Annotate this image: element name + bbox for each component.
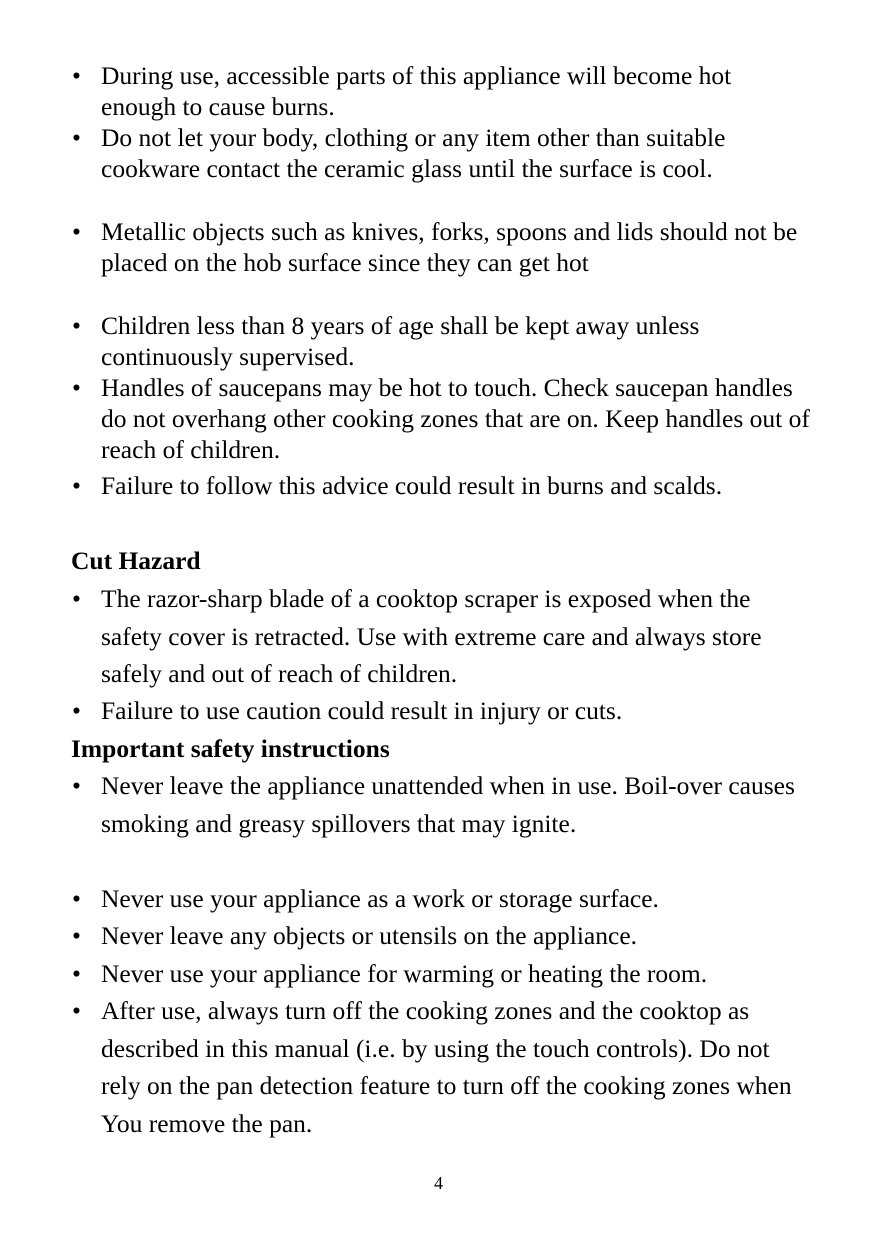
list-item bbox=[72, 467, 812, 505]
page-number: 4 bbox=[434, 1173, 443, 1193]
list-item bbox=[72, 880, 812, 918]
list-item bbox=[72, 216, 812, 278]
list-item-text: Never use your appliance for warming or heating the room. bbox=[101, 959, 708, 988]
list-item bbox=[72, 580, 812, 693]
list-item bbox=[72, 992, 812, 1142]
bullet: • bbox=[72, 373, 81, 402]
list-item bbox=[72, 955, 812, 993]
bullet: • bbox=[72, 123, 81, 152]
list-item-text: Never use your appliance as a work or storage surface. bbox=[101, 884, 659, 913]
list-item bbox=[72, 917, 812, 955]
list-item-text: Do not let your body, clothing or any item other than suitable cookware contact the ceramic glass until the surface is cool. bbox=[101, 123, 726, 183]
bullet: • bbox=[72, 311, 81, 340]
bullet: • bbox=[72, 996, 81, 1025]
list-item bbox=[72, 372, 812, 465]
list-item bbox=[72, 310, 812, 372]
bullet: • bbox=[72, 921, 81, 950]
list-item-text: Never leave the appliance unattended when in use. Boil-over causes smoking and greasy spillovers that may ignite. bbox=[101, 771, 795, 838]
list-item bbox=[72, 767, 812, 842]
important-safety-heading: Important safety instructions bbox=[71, 734, 390, 763]
bullet: • bbox=[72, 584, 81, 613]
bullet: • bbox=[72, 696, 81, 725]
list-item-text: Failure to use caution could result in injury or cuts. bbox=[101, 696, 623, 725]
list-item bbox=[72, 692, 812, 730]
list-item-text: Never leave any objects or utensils on the appliance. bbox=[101, 921, 638, 950]
list-item bbox=[72, 122, 812, 184]
list-item-text: Metallic objects such as knives, forks, spoons and lids should not be placed on the hob surface since they can get hot bbox=[101, 217, 798, 277]
list-item-text: Failure to follow this advice could result in burns and scalds. bbox=[101, 471, 723, 500]
bullet: • bbox=[72, 884, 81, 913]
bullet: • bbox=[72, 959, 81, 988]
list-item-text: The razor-sharp blade of a cooktop scraper is exposed when the safety cover is retracted. Use with extreme care and always store safely and out of reach of children. bbox=[101, 584, 762, 688]
list-item-text: During use, accessible parts of this appliance will become hot enough to cause burns. bbox=[101, 61, 732, 121]
bullet: • bbox=[72, 771, 81, 800]
bullet: • bbox=[72, 217, 81, 246]
list-item-text: Children less than 8 years of age shall be kept away unless continuously supervised. bbox=[101, 311, 700, 371]
list-item-text: After use, always turn off the cooking zones and the cooktop as described in this manual (i.e. by using the touch controls). Do not rely on the pan detection feature to turn off the cooking zones when You remove the pan. bbox=[101, 996, 792, 1138]
bullet: • bbox=[72, 61, 81, 90]
bullet: • bbox=[72, 471, 81, 500]
list-item-text: Handles of saucepans may be hot to touch. Check saucepan handles do not overhang other cooking zones that are on. Keep handles out of reach of children. bbox=[101, 373, 810, 464]
list-item bbox=[72, 60, 812, 122]
cut-hazard-heading: Cut Hazard bbox=[71, 546, 201, 575]
